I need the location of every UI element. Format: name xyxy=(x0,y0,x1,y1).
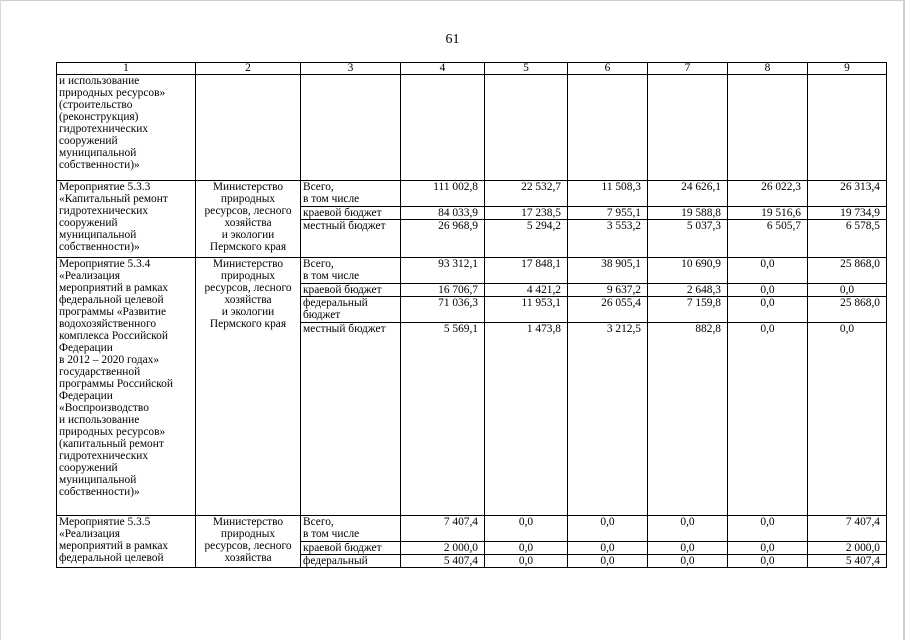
value-cell: 1 473,8 xyxy=(485,323,568,516)
value-cell: 26 022,3 xyxy=(728,181,808,207)
table-row xyxy=(57,75,887,181)
value-cell: 2 000,0 xyxy=(808,542,887,555)
value-cell: 0,0 xyxy=(648,555,728,568)
value-cell: 25 868,0 xyxy=(808,258,887,284)
value-cell: 5 569,1 xyxy=(401,323,485,516)
value-cell: 6 505,7 xyxy=(728,220,808,258)
table-row xyxy=(57,516,887,542)
value-cell: 17 238,5 xyxy=(485,207,568,220)
value-cell: 17 848,1 xyxy=(485,258,568,284)
value-cell: 4 421,2 xyxy=(485,284,568,297)
value-cell: 3 553,2 xyxy=(568,220,648,258)
event-title: Мероприятие 5.3.4 «Реализация мероприятий в рамках федеральной целевой программы «Развитие водохозяйственного комплекса Российской Федерации в 2012 – 2020 годах» государственной программы Российской Федерации «Воспроизводство и использование природных ресурсов» (капитальный ремонт гидротехнических сооружений муниципальной собственности)» xyxy=(57,258,196,516)
column-header: 9 xyxy=(808,63,887,75)
value-cell: 0,0 xyxy=(648,516,728,542)
column-header: 7 xyxy=(648,63,728,75)
value-cell: 19 734,9 xyxy=(808,207,887,220)
column-header: 5 xyxy=(485,63,568,75)
value-cell: 7 159,8 xyxy=(648,297,728,323)
empty-cell xyxy=(401,75,485,181)
value-cell: 24 626,1 xyxy=(648,181,728,207)
column-header: 1 xyxy=(57,63,196,75)
value-cell: 19 516,6 xyxy=(728,207,808,220)
value-cell: 26 055,4 xyxy=(568,297,648,323)
value-cell: 2 648,3 xyxy=(648,284,728,297)
page-edge xyxy=(0,0,905,1)
funding-source: Всего, в том числе xyxy=(301,516,401,542)
budget-table xyxy=(56,62,887,568)
empty-cell xyxy=(301,75,401,181)
empty-cell xyxy=(196,75,301,181)
value-cell: 11 953,1 xyxy=(485,297,568,323)
funding-source: краевой бюджет xyxy=(301,542,401,555)
value-cell: 0,0 xyxy=(728,297,808,323)
empty-cell xyxy=(728,75,808,181)
empty-cell xyxy=(808,75,887,181)
event-title: и использование природных ресурсов» (строительство (реконструкция) гидротехнических сооружений муниципальной собственности)» xyxy=(57,75,196,181)
funding-source: краевой бюджет xyxy=(301,207,401,220)
value-cell: 10 690,9 xyxy=(648,258,728,284)
event-executor: Министерство природных ресурсов, лесного хозяйства и экологии Пермского края xyxy=(196,258,301,516)
value-cell: 9 637,2 xyxy=(568,284,648,297)
column-header: 4 xyxy=(401,63,485,75)
value-cell: 5 407,4 xyxy=(401,555,485,568)
empty-cell xyxy=(485,75,568,181)
value-cell: 71 036,3 xyxy=(401,297,485,323)
value-cell: 0,0 xyxy=(568,542,648,555)
value-cell: 3 212,5 xyxy=(568,323,648,516)
value-cell: 6 578,5 xyxy=(808,220,887,258)
funding-source: федеральный xyxy=(301,555,401,568)
funding-source: местный бюджет xyxy=(301,323,401,516)
value-cell: 5 407,4 xyxy=(808,555,887,568)
value-cell: 5 037,3 xyxy=(648,220,728,258)
page-edge xyxy=(0,0,1,640)
value-cell: 16 706,7 xyxy=(401,284,485,297)
value-cell: 0,0 xyxy=(485,516,568,542)
value-cell: 7 407,4 xyxy=(808,516,887,542)
value-cell: 882,8 xyxy=(648,323,728,516)
event-title: Мероприятие 5.3.5 «Реализация мероприятий в рамках федеральной целевой xyxy=(57,516,196,568)
funding-source: Всего, в том числе xyxy=(301,258,401,284)
table-row xyxy=(57,181,887,207)
value-cell: 26 968,9 xyxy=(401,220,485,258)
empty-cell xyxy=(648,75,728,181)
event-executor: Министерство природных ресурсов, лесного хозяйства и экологии Пермского края xyxy=(196,181,301,258)
value-cell: 0,0 xyxy=(728,258,808,284)
value-cell: 5 294,2 xyxy=(485,220,568,258)
value-cell: 0,0 xyxy=(728,542,808,555)
value-cell: 0,0 xyxy=(808,284,887,297)
value-cell: 7 407,4 xyxy=(401,516,485,542)
column-header: 2 xyxy=(196,63,301,75)
table-row xyxy=(57,258,887,284)
value-cell: 26 313,4 xyxy=(808,181,887,207)
value-cell: 2 000,0 xyxy=(401,542,485,555)
value-cell: 22 532,7 xyxy=(485,181,568,207)
event-title: Мероприятие 5.3.3 «Капитальный ремонт гидротехнических сооружений муниципальной собственности)» xyxy=(57,181,196,258)
value-cell: 0,0 xyxy=(485,555,568,568)
value-cell: 19 588,8 xyxy=(648,207,728,220)
value-cell: 38 905,1 xyxy=(568,258,648,284)
value-cell: 111 002,8 xyxy=(401,181,485,207)
column-header: 6 xyxy=(568,63,648,75)
page-number: 61 xyxy=(445,32,460,47)
value-cell: 0,0 xyxy=(728,323,808,516)
value-cell: 0,0 xyxy=(568,516,648,542)
empty-cell xyxy=(568,75,648,181)
value-cell: 0,0 xyxy=(648,542,728,555)
value-cell: 7 955,1 xyxy=(568,207,648,220)
funding-source: Всего, в том числе xyxy=(301,181,401,207)
value-cell: 0,0 xyxy=(728,516,808,542)
column-header: 3 xyxy=(301,63,401,75)
value-cell: 0,0 xyxy=(808,323,887,516)
value-cell: 0,0 xyxy=(728,555,808,568)
value-cell: 0,0 xyxy=(485,542,568,555)
value-cell: 0,0 xyxy=(728,284,808,297)
column-header: 8 xyxy=(728,63,808,75)
value-cell: 25 868,0 xyxy=(808,297,887,323)
value-cell: 93 312,1 xyxy=(401,258,485,284)
funding-source: краевой бюджет xyxy=(301,284,401,297)
header-row xyxy=(57,63,887,75)
value-cell: 0,0 xyxy=(568,555,648,568)
value-cell: 11 508,3 xyxy=(568,181,648,207)
funding-source: местный бюджет xyxy=(301,220,401,258)
value-cell: 84 033,9 xyxy=(401,207,485,220)
funding-source: федеральный бюджет xyxy=(301,297,401,323)
event-executor: Министерство природных ресурсов, лесного хозяйства xyxy=(196,516,301,568)
